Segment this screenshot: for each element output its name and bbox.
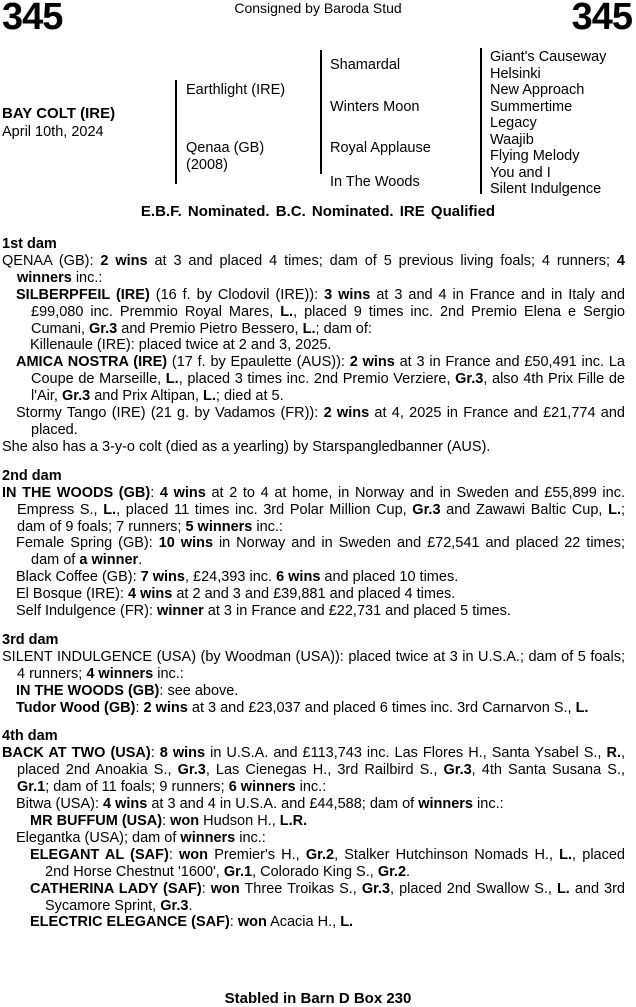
bold-text: AMICA NOSTRA (IRE) [16,354,168,371]
pedigree-paragraph [16,535,625,569]
horse-description: BAY COLT (IRE) [2,105,116,122]
ancestor: Waajib [490,131,534,148]
text: : [135,699,144,716]
bold-text: won [170,813,200,829]
pedigree-paragraph [30,914,625,931]
bold-text: Gr.3 [61,388,91,405]
text: (17 f. by Epaulette (AUS)): [167,354,350,371]
text: ; dam of: [315,320,372,337]
bold-text: 6 wins [276,569,321,586]
text: : [229,914,238,931]
text: Acacia H., [266,914,341,931]
pedigree-paragraph [16,682,625,700]
pedigree-paragraph [16,354,625,405]
pedigree-body [2,236,625,931]
text: Hudson H., [199,813,280,829]
dam: Qenaa (GB) [186,140,265,156]
text: and Prix Altipan, [90,388,204,405]
bold-text: Gr.3 [443,762,472,779]
bold-text: Gr.3 [89,320,118,337]
bold-text: 2 wins [349,354,395,371]
text: , £24,393 inc. [184,569,277,586]
text: : [150,484,160,501]
text: at 3 and 4 in France and in Italy and £99,080 inc. Premmio Royal Mares, [31,286,625,320]
section-heading: 3rd dam [2,631,59,648]
text: , placed 2nd Anoakia S., [17,745,626,779]
text: She also has a 3-y-o colt (died as a yearling) by Starspangledbanner (AUS). [2,438,491,455]
text: inc.: [473,796,504,813]
pedigree-paragraph [30,337,625,354]
pedigree-paragraph [30,846,625,881]
text: , placed 2nd Swallow S., [390,880,557,897]
bold-text: won [210,880,240,897]
text: Black Coffee (GB): [16,569,141,586]
bold-text: R. [606,745,621,762]
text: at 3 and 4 in U.S.A. and £44,588; dam of [147,796,419,813]
pedigree-paragraph [2,252,625,287]
bold-text: Gr.1 [223,863,253,880]
bold-text: ELEGANT AL (SAF) [30,846,169,863]
pedigree-paragraph [16,796,625,813]
bold-text: winner [157,603,204,620]
bold-text: 4 wins [159,484,206,501]
text: at 4, 2025 in France and £21,774 and placed. [31,405,625,438]
text: : [168,846,180,863]
ancestor: Summertime [490,98,573,115]
pedigree-paragraph [2,484,626,536]
text: : [150,745,160,762]
text: ; dam of 11 foals; 9 runners; [45,779,229,796]
bold-text: L. [556,880,570,897]
bold-text: Gr.3 [177,762,206,779]
pedigree-line-2 [320,50,322,174]
fourth-generation [490,49,606,198]
pedigree-paragraph [2,438,625,456]
bold-text: 4 wins [128,586,173,603]
pedigree-paragraph [30,813,625,830]
text: and Zawawi Baltic Cup, [440,501,609,518]
nominations: E.B.F. Nominated. B.C. Nominated. IRE Qualified [140,203,496,220]
section-heading: 2nd dam [2,467,62,484]
text: ; died at 5. [215,388,284,405]
bold-text: L. [608,501,621,518]
ancestor: Giant's Causeway [490,49,607,65]
bold-text: 7 wins [140,569,185,586]
text: . [188,897,193,914]
ancestor: Helsinki [490,65,541,82]
section-heading: 1st dam [2,236,57,252]
text: at 3 in France and £22,731 and placed 5 times. [203,603,511,620]
stabled-location: Stabled in Barn D Box 230 [224,990,412,1007]
text: Three Troikas S., [239,880,362,897]
ancestor: New Approach [490,82,585,98]
bold-text: L. [302,320,316,337]
text: Female Spring (GB): [16,535,159,552]
text: QENAA (GB): [2,252,101,269]
bold-text: L. [575,699,589,716]
bold-text: 6 winners [228,779,296,796]
text: at 3 and £23,037 and placed 6 times inc. 3rd Carnarvon S., [187,699,576,716]
bold-text: won [179,846,209,863]
text: Stormy Tango (IRE) (21 g. by Vadamos (FR)): [16,405,324,422]
bold-text: won [237,914,267,931]
text: inc.: [235,829,266,846]
text: inc.: [71,269,103,286]
bold-text: L. [280,303,294,320]
text: and Premio Pietro Bessero, [117,320,303,337]
text: inc.: [252,518,283,535]
bold-text: Tudor Wood (GB) [16,699,136,716]
text: Elegantka (USA); dam of [16,829,181,846]
text: , Las Cienegas H., 3rd Railbird S., [205,762,444,779]
bold-text: 4 wins [103,796,148,813]
consignor: Consigned by Baroda Stud [234,0,402,16]
text: at 2 to 4 at home, in Norway and in Sweden and £55,899 inc. Empress S., [17,484,625,518]
text: , also 4th Prix Fille de l'Air, [31,371,625,405]
lot-number-right: 345 [571,0,632,38]
pedigree-paragraph [16,603,625,620]
pedigree-paragraph [16,699,625,717]
bold-text: 5 winners [185,518,253,535]
text: at 3 and placed 4 times; dam of 5 previous living foals; 4 runners; [147,252,617,269]
foaling-date: April 10th, 2024 [2,124,104,140]
text: ; dam of 9 foals; 7 runners; [17,501,626,535]
pedigree-paragraph [16,586,625,603]
bold-text: 3 wins [324,286,371,303]
bold-text: 4 winners [86,665,154,682]
bold-text: IN THE WOODS (GB) [2,484,151,501]
text: in Norway and in Sweden and £72,541 and placed 22 times; dam of [31,535,625,569]
dam-dam: In The Woods [330,174,420,190]
bold-text: 2 wins [143,699,188,716]
pedigree-paragraph [16,405,625,439]
text: inc.: [153,665,184,682]
ancestor: You and I [490,164,551,181]
bold-text: Gr.3 [412,501,441,518]
text: SILENT INDULGENCE (USA) (by Woodman (USA)): placed twice at 3 in U.S.A.; dam of 5 foals; 4 runners; [2,648,625,682]
text: , placed 2nd Horse Chestnut '1600', [45,846,625,880]
text: Self Indulgence (FR): [16,603,158,620]
text: Killenaule (IRE): placed twice at 2 and 3, 2025. [30,337,332,354]
bold-text: L.R. [279,813,308,829]
pedigree-paragraph [30,880,625,915]
pedigree-paragraph [2,745,626,796]
bold-text: 8 wins [159,745,206,762]
bold-text: L. [103,501,117,518]
pedigree-paragraph [16,829,625,847]
dam-sire: Royal Applause [330,140,431,156]
sire: Earthlight (IRE) [186,82,286,98]
text: and 3rd Sycamore Sprint, [45,880,625,914]
text: , Colorado King S., [252,863,378,880]
bold-text: a winner [79,552,139,569]
bold-text: L. [203,388,216,405]
ancestor: Legacy [490,115,537,131]
text: , Stalker Hutchinson Nomads H., [334,846,560,863]
sire-sire: Shamardal [330,57,401,73]
bold-text: CATHERINA LADY (SAF) [30,880,202,897]
text: (16 f. by Clodovil (IRE)): [149,286,325,303]
text: , placed 9 times inc. 2nd Premio Elena e Sergio Cumani, [31,303,625,337]
bold-text: Gr.2 [377,863,407,880]
pedigree-line-3 [480,48,482,194]
sire-dam: Winters Moon [330,99,420,115]
text: : [162,813,171,829]
text: . [138,552,143,569]
dam-year: (2008) [186,157,228,173]
bold-text: Gr.1 [17,779,46,796]
bold-text: Gr.3 [455,371,484,388]
bold-text: IN THE WOODS (GB) [16,682,160,699]
bold-text: winners [418,796,473,813]
bold-text: 2 wins [323,405,370,422]
bold-text: L. [559,846,573,863]
bold-text: Gr.3 [160,897,189,914]
pedigree-line-1 [175,80,177,184]
bold-text: MR BUFFUM (USA) [30,813,163,829]
bold-text: 4 winners [17,252,625,286]
bold-text: winners [180,829,236,846]
text: in U.S.A. and £113,743 inc. Las Flores H., Santa Ysabel S., [205,745,607,762]
text: Premier's H., [208,846,306,863]
section-heading: 4th dam [2,728,58,745]
text: Bitwa (USA): [16,796,104,813]
text: and placed 10 times. [320,569,459,586]
ancestor: Flying Melody [490,148,580,164]
text: at 2 and 3 and £39,881 and placed 4 times. [172,586,456,603]
text: inc.: [295,779,327,796]
text: . [406,863,411,880]
text: , placed 11 times inc. 3rd Polar Million Cup, [116,501,413,518]
text: : see above. [159,682,239,699]
text: : [201,880,211,897]
text: at 3 in France and £50,491 inc. La Coupe de Marseille, [31,354,625,388]
bold-text: ELECTRIC ELEGANCE (SAF) [30,914,230,931]
lot-number-left: 345 [2,0,63,38]
bold-text: Gr.2 [305,846,335,863]
pedigree-paragraph [16,569,625,586]
text: , 4th Santa Susana S., [471,762,625,779]
bold-text: 10 wins [158,535,214,552]
bold-text: L. [165,371,179,388]
pedigree-paragraph [2,648,625,683]
text: , placed 3 times inc. 2nd Premio Verziere, [178,371,456,388]
bold-text: SILBERPFEIL (IRE) [16,286,150,303]
bold-text: 2 wins [100,252,148,269]
bold-text: L. [340,914,354,931]
text: El Bosque (IRE): [16,586,129,603]
bold-text: Gr.3 [361,880,391,897]
pedigree-paragraph [16,286,625,338]
ancestor: Silent Indulgence [490,181,602,197]
bold-text: BACK AT TWO (USA) [2,745,151,762]
